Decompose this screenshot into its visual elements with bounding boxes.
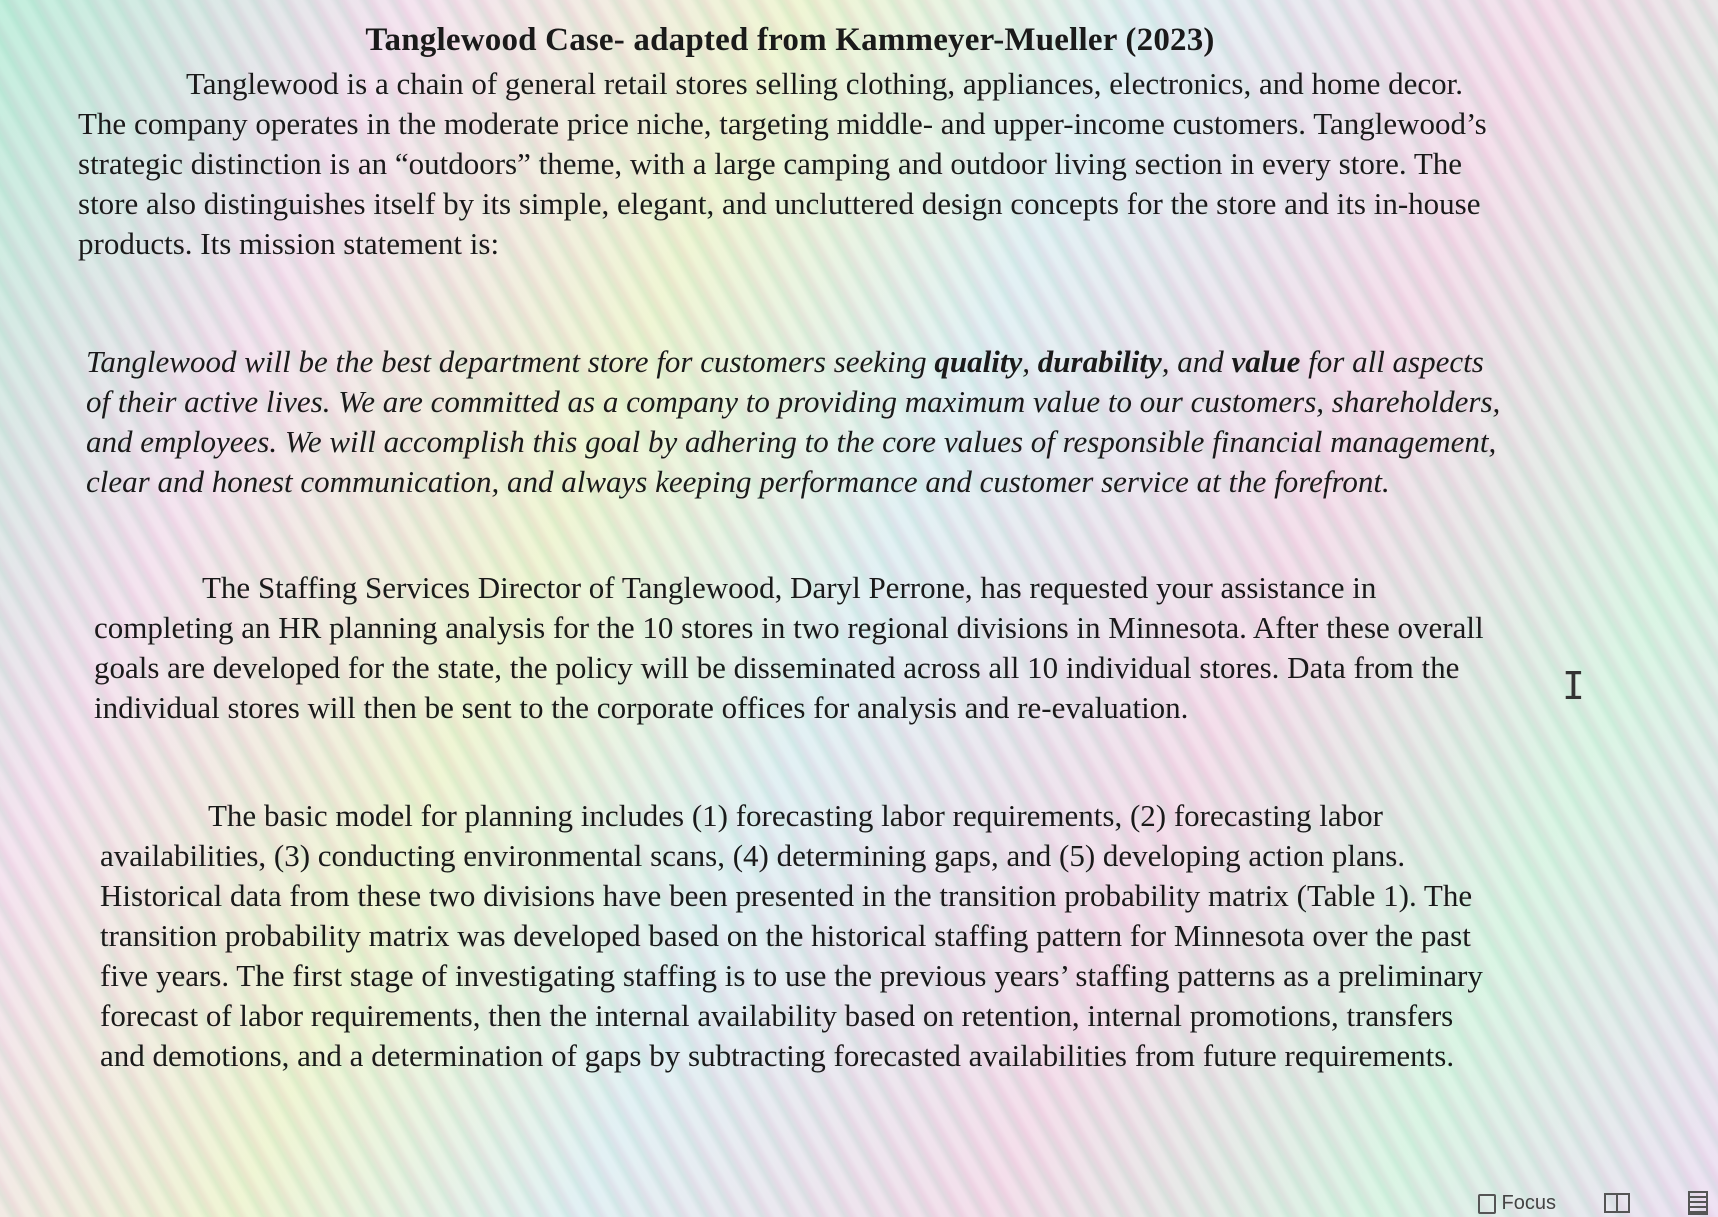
text-cursor-icon: I xyxy=(1562,664,1585,708)
print-layout-icon[interactable] xyxy=(1688,1191,1708,1215)
mission-bold-quality: quality xyxy=(934,344,1023,379)
staffing-request-paragraph: The Staffing Services Director of Tanglewood, Daryl Perrone, has requested your assistance in completing an HR planning analysis for the 10 stores in two regional divisions in Minnesota. After these overall goals are developed for the state, the policy will be disseminated across all 10 individual stores. Data from the individual stores will then be sent to the corporate offices for analysis and re-evaluation. xyxy=(94,570,1484,725)
mission-bold-durability: durability xyxy=(1037,344,1162,379)
document-title: Tanglewood Case- adapted from Kammeyer-Mueller (2023) xyxy=(365,22,1215,58)
mission-sep1: , xyxy=(1022,344,1038,379)
mission-text-part2: for all aspects of their active lives. We are committed as a company to providing maximum value to our customers, shareholders, and employees. We will accomplish this goal by adhering to the core values of responsible financial management, clear and honest communication, and always keeping performance and customer service at the forefront. xyxy=(86,344,1501,499)
focus-label: Focus xyxy=(1501,1192,1556,1214)
status-bar xyxy=(0,1187,1718,1217)
read-mode-icon[interactable] xyxy=(1604,1193,1630,1213)
planning-model-paragraph: The basic model for planning includes (1) forecasting labor requirements, (2) forecasting labor availabilities, (3) conducting environmental scans, (4) determining gaps, and (5) developing action plans. Historical data from these two divisions have been presented in the transition probability matrix (Table 1). The transition probability matrix was developed based on the historical staffing pattern for Minnesota over the past five years. The first stage of investigating staffing is to use the previous years’ staffing patterns as a preliminary forecast of labor requirements, then the internal availability based on retention, internal promotions, transfers and demotions, and a determination of gaps by subtracting forecasted availabilities from future requirements. xyxy=(100,798,1483,1073)
mission-statement xyxy=(86,342,1506,502)
mission-text-part1: Tanglewood will be the best department store for customers seeking xyxy=(86,344,935,379)
focus-icon xyxy=(1478,1194,1496,1214)
mission-bold-value: value xyxy=(1231,344,1301,379)
mission-sep2: , and xyxy=(1161,344,1232,379)
intro-paragraph: Tanglewood is a chain of general retail stores selling clothing, appliances, electronics, and home decor. The company operates in the moderate price niche, targeting middle- and upper-income customers. Tanglewood’s strategic distinction is an “outdoors” theme, with a large camping and outdoor living section in every store. The store also distinguishes itself by its simple, elegant, and uncluttered design concepts for the store and its in-house products. Its mission statement is: xyxy=(78,66,1487,261)
focus-mode-button[interactable] xyxy=(1478,1192,1556,1215)
